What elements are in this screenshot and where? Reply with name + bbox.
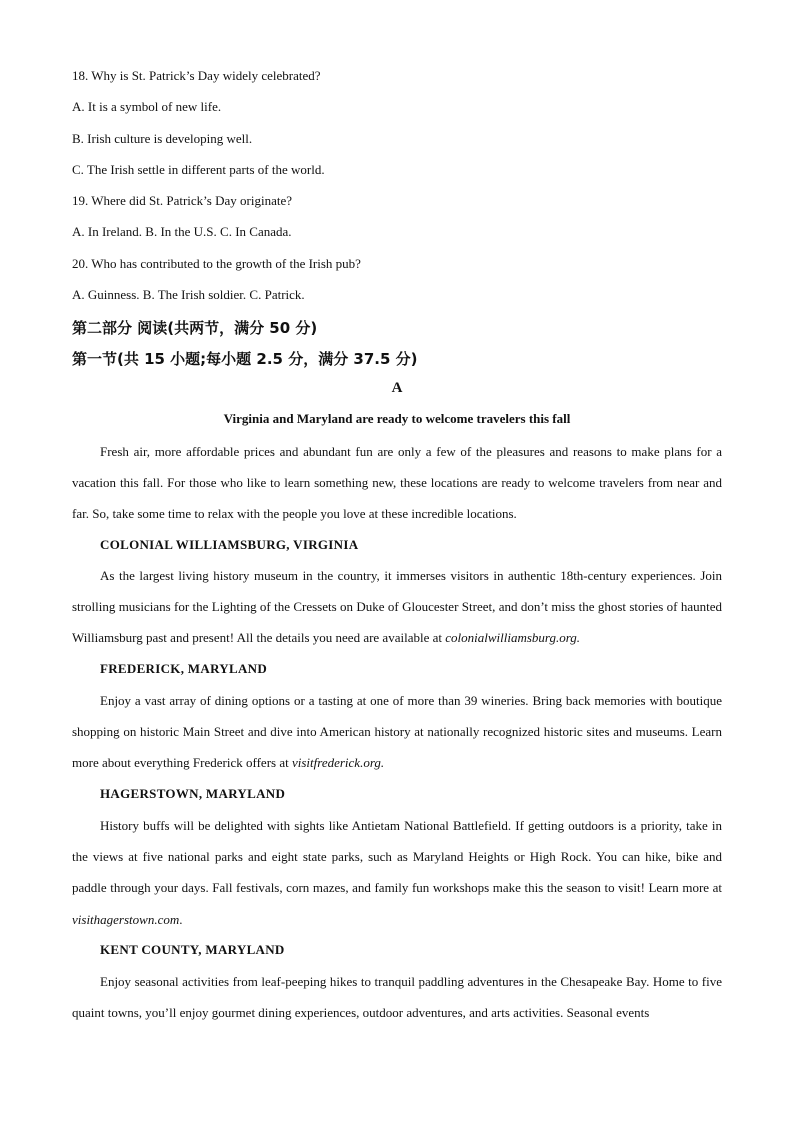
williamsburg-text: As the largest living history museum in the country, it immerses visitors in authentic 18th-century experiences. Join strolling musicians for the Lighting of the Cressets on Duke of Gloucester Street, and don’t miss the ghost stories of haunted Williamsburg past and present! All the details you need are available at (72, 568, 722, 646)
question-19-options: A. In Ireland. B. In the U.S. C. In Canada. (72, 224, 292, 239)
question-18: 18. Why is St. Patrick’s Day widely celebrated? (72, 68, 321, 83)
frederick-heading: FREDERICK, MARYLAND (100, 661, 268, 676)
part-heading: 第二部分 阅读(共两节，满分 50 分) (72, 319, 318, 337)
kent-paragraph: Enjoy seasonal activities from leaf-peeping hikes to tranquil paddling adventures in the Chesapeake Bay. Home to five quaint towns, you’ll enjoy gourmet dining experiences, outdoor adventures, and arts activities. Seasonal events (72, 974, 722, 1021)
passage-letter: A (391, 380, 403, 396)
kent-heading: KENT COUNTY, MARYLAND (100, 942, 285, 957)
hagerstown-text: History buffs will be delighted with sights like Antietam National Battlefield. If getting outdoors is a priority, take in the views at five national parks and eight state parks, such as Maryland Heights or High Rock. You can hike, bike and paddle through your days. Fall festivals, corn mazes, and family fun workshops make this the season to visit! Learn more at (72, 818, 722, 896)
question-18-option-c: C. The Irish settle in different parts of the world. (72, 162, 325, 177)
question-20-options: A. Guinness. B. The Irish soldier. C. Patrick. (72, 287, 305, 302)
frederick-paragraph (72, 685, 722, 779)
hagerstown-end: . (179, 911, 183, 927)
williamsburg-link[interactable]: colonialwilliamsburg.org. (445, 630, 581, 646)
hagerstown-paragraph (72, 810, 722, 935)
hagerstown-link[interactable]: visithagerstown.com (72, 911, 180, 927)
frederick-link[interactable]: visitfrederick.org. (291, 755, 385, 771)
frederick-text: Enjoy a vast array of dining options or a tasting at one of more than 39 wineries. Bring back memories with boutique shopping on historic Main Street and dive into American history at nationally recognized historic sites and museums. Learn more about everything Frederick offers at (72, 693, 722, 771)
question-18-option-b: B. Irish culture is developing well. (72, 131, 253, 146)
section-heading: 第一节(共 15 小题;每小题 2.5 分，满分 37.5 分) (72, 350, 418, 368)
question-19: 19. Where did St. Patrick’s Day originate? (72, 193, 292, 208)
question-20: 20. Who has contributed to the growth of the Irish pub? (72, 256, 361, 271)
williamsburg-heading: COLONIAL WILLIAMSBURG, VIRGINIA (100, 537, 359, 552)
passage-title: Virginia and Maryland are ready to welcome travelers this fall (223, 411, 571, 426)
question-18-option-a: A. It is a symbol of new life. (72, 99, 222, 114)
williamsburg-paragraph (72, 560, 722, 654)
hagerstown-heading: HAGERSTOWN, MARYLAND (100, 786, 286, 801)
intro-paragraph: Fresh air, more affordable prices and abundant fun are only a few of the pleasures and reasons to make plans for a vacation this fall. For those who like to learn something new, these locations are ready to welcome travelers from near and far. So, take some time to relax with the people you love at these incredible locations. (72, 444, 722, 522)
